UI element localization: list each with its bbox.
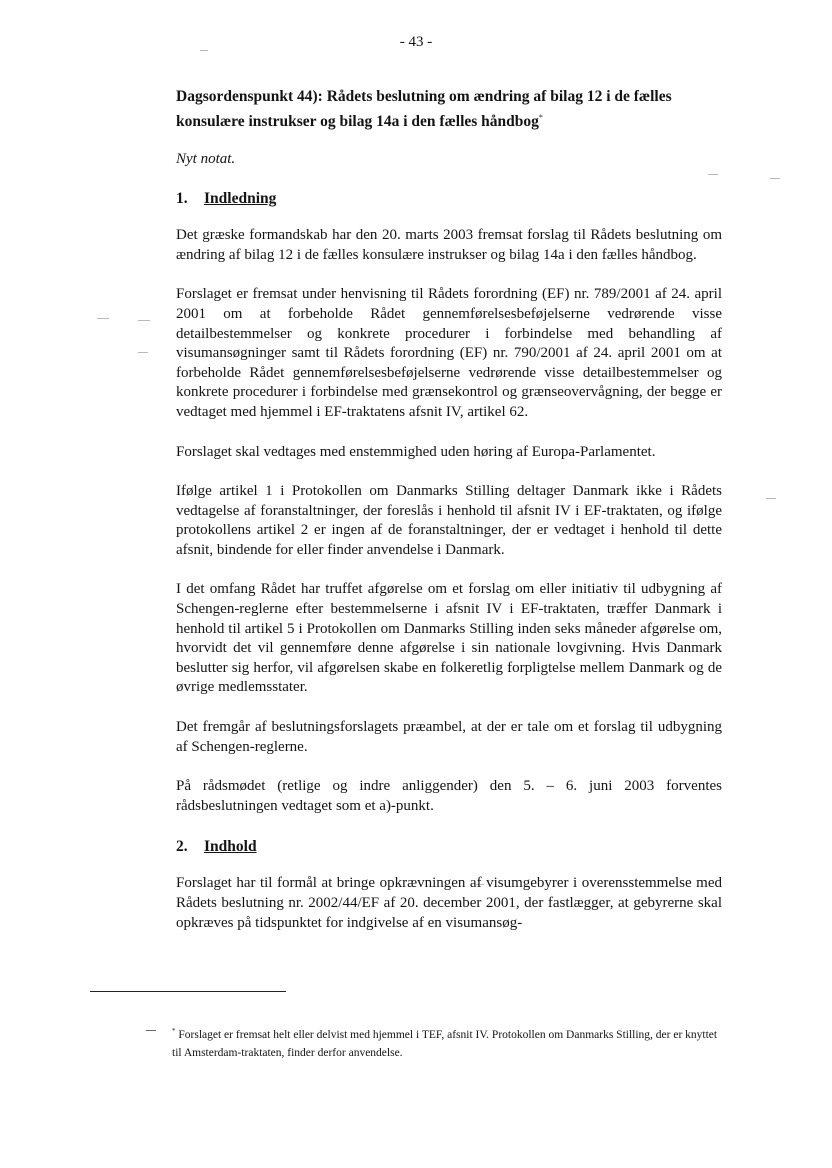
title-text: Dagsordenspunkt 44): Rådets beslutning om ændring af bilag 12 i de fælles konsulære instrukser og bilag 14a i den fælles håndbog — [176, 88, 672, 131]
section-title: Indledning — [204, 190, 277, 208]
page-title — [176, 86, 722, 132]
section-title: Indhold — [204, 838, 257, 856]
section-number: 2. — [176, 838, 188, 856]
paragraph: Forslaget er fremsat under henvisning til Rådets forordning (EF) nr. 789/2001 af 24. april 2001 om at forbeholde Rådet gennemførelsesbeføjelserne vedrørende visse detailbestemmelser og konkrete procedurer i forbindelse med behandling af visumansøgninger samt til Rådets forordning (EF) nr. 790/2001 af 24. april 2001 om at forbeholde Rådet gennemførelsesbeføjelserne vedrørende visse detailbestemmelser og konkrete procedurer i forbindelse med grænsekontrol og grænseovervågning, der begge er vedtaget med hjemmel i EF-traktatens afsnit IV, artikel 62. — [176, 286, 722, 420]
document-subtitle: Nyt notat. — [176, 151, 236, 168]
paragraph: Forslaget har til formål at bringe opkrævningen af visumgebyrer i overensstemmelse med Rådets beslutning nr. 2002/44/EF af 20. december 2001, der fastlægger, at gebyrerne skal opkræves på tidspunktet for indgivelse af en visumansøg- — [176, 875, 722, 931]
footnote-divider — [90, 991, 286, 992]
scan-artifact — [766, 498, 776, 499]
paragraph: Forslaget skal vedtages med enstemmighed uden høring af Europa-Parlamentet. — [176, 443, 656, 460]
footnote-marker: * — [172, 1027, 176, 1035]
scan-artifact — [770, 178, 780, 179]
section-heading — [176, 190, 722, 208]
paragraph: Det græske formandskab har den 20. marts 2003 fremsat forslag til Rådets beslutning om ændring af bilag 12 i de fælles konsulære instrukser og bilag 14a i den fælles håndbog. — [176, 227, 722, 263]
scan-artifact — [97, 318, 109, 319]
scan-artifact — [138, 320, 150, 321]
paragraph: Det fremgår af beslutningsforslagets præambel, at der er tale om et forslag til udbygning af Schengen-reglerne. — [176, 719, 722, 755]
paragraph: På rådsmødet (retlige og indre anliggender) den 5. – 6. juni 2003 forventes rådsbeslutningen vedtaget som et a)-punkt. — [176, 778, 722, 814]
paragraph: Ifølge artikel 1 i Protokollen om Danmarks Stilling deltager Danmark ikke i Rådets vedtagelse af foranstaltninger, der foreslås i henhold til afsnit IV i EF-traktaten, og ifølge protokollens artikel 2 er ingen af de foranstaltninger, der er vedtaget i henhold til dette afsnit, bindende for eller finder anvendelse i Danmark. — [176, 483, 722, 558]
scan-artifact — [146, 1030, 156, 1031]
scan-artifact — [138, 352, 148, 353]
footnote-text: Forslaget er fremsat helt eller delvist med hjemmel i TEF, afsnit IV. Protokollen om Danmarks Stilling, der er knyttet til Amsterdam-traktaten, finder derfor anvendelse. — [172, 1028, 718, 1059]
footnote-reference: * — [538, 113, 543, 122]
footnote — [172, 1022, 720, 1062]
paragraph: I det omfang Rådet har truffet afgørelse om et forslag om eller initiativ til udbygning af Schengen-reglerne efter bestemmelserne i afsnit IV i EF-traktaten, træffer Danmark i henhold til artikel 5 i Protokollen om Danmarks Stilling inden seks måneder afgørelse om, hvorvidt det vil gennemføre denne afgørelse i sin nationale lovgivning. Hvis Danmark beslutter sig herfor, vil afgørelsen skabe en folkeretlig forpligtelse mellem Danmark og de øvrige medlemsstater. — [176, 581, 722, 696]
document-body — [176, 86, 722, 933]
section-number: 1. — [176, 190, 188, 208]
section-heading — [176, 838, 722, 856]
page-number: - 43 - — [399, 34, 433, 50]
